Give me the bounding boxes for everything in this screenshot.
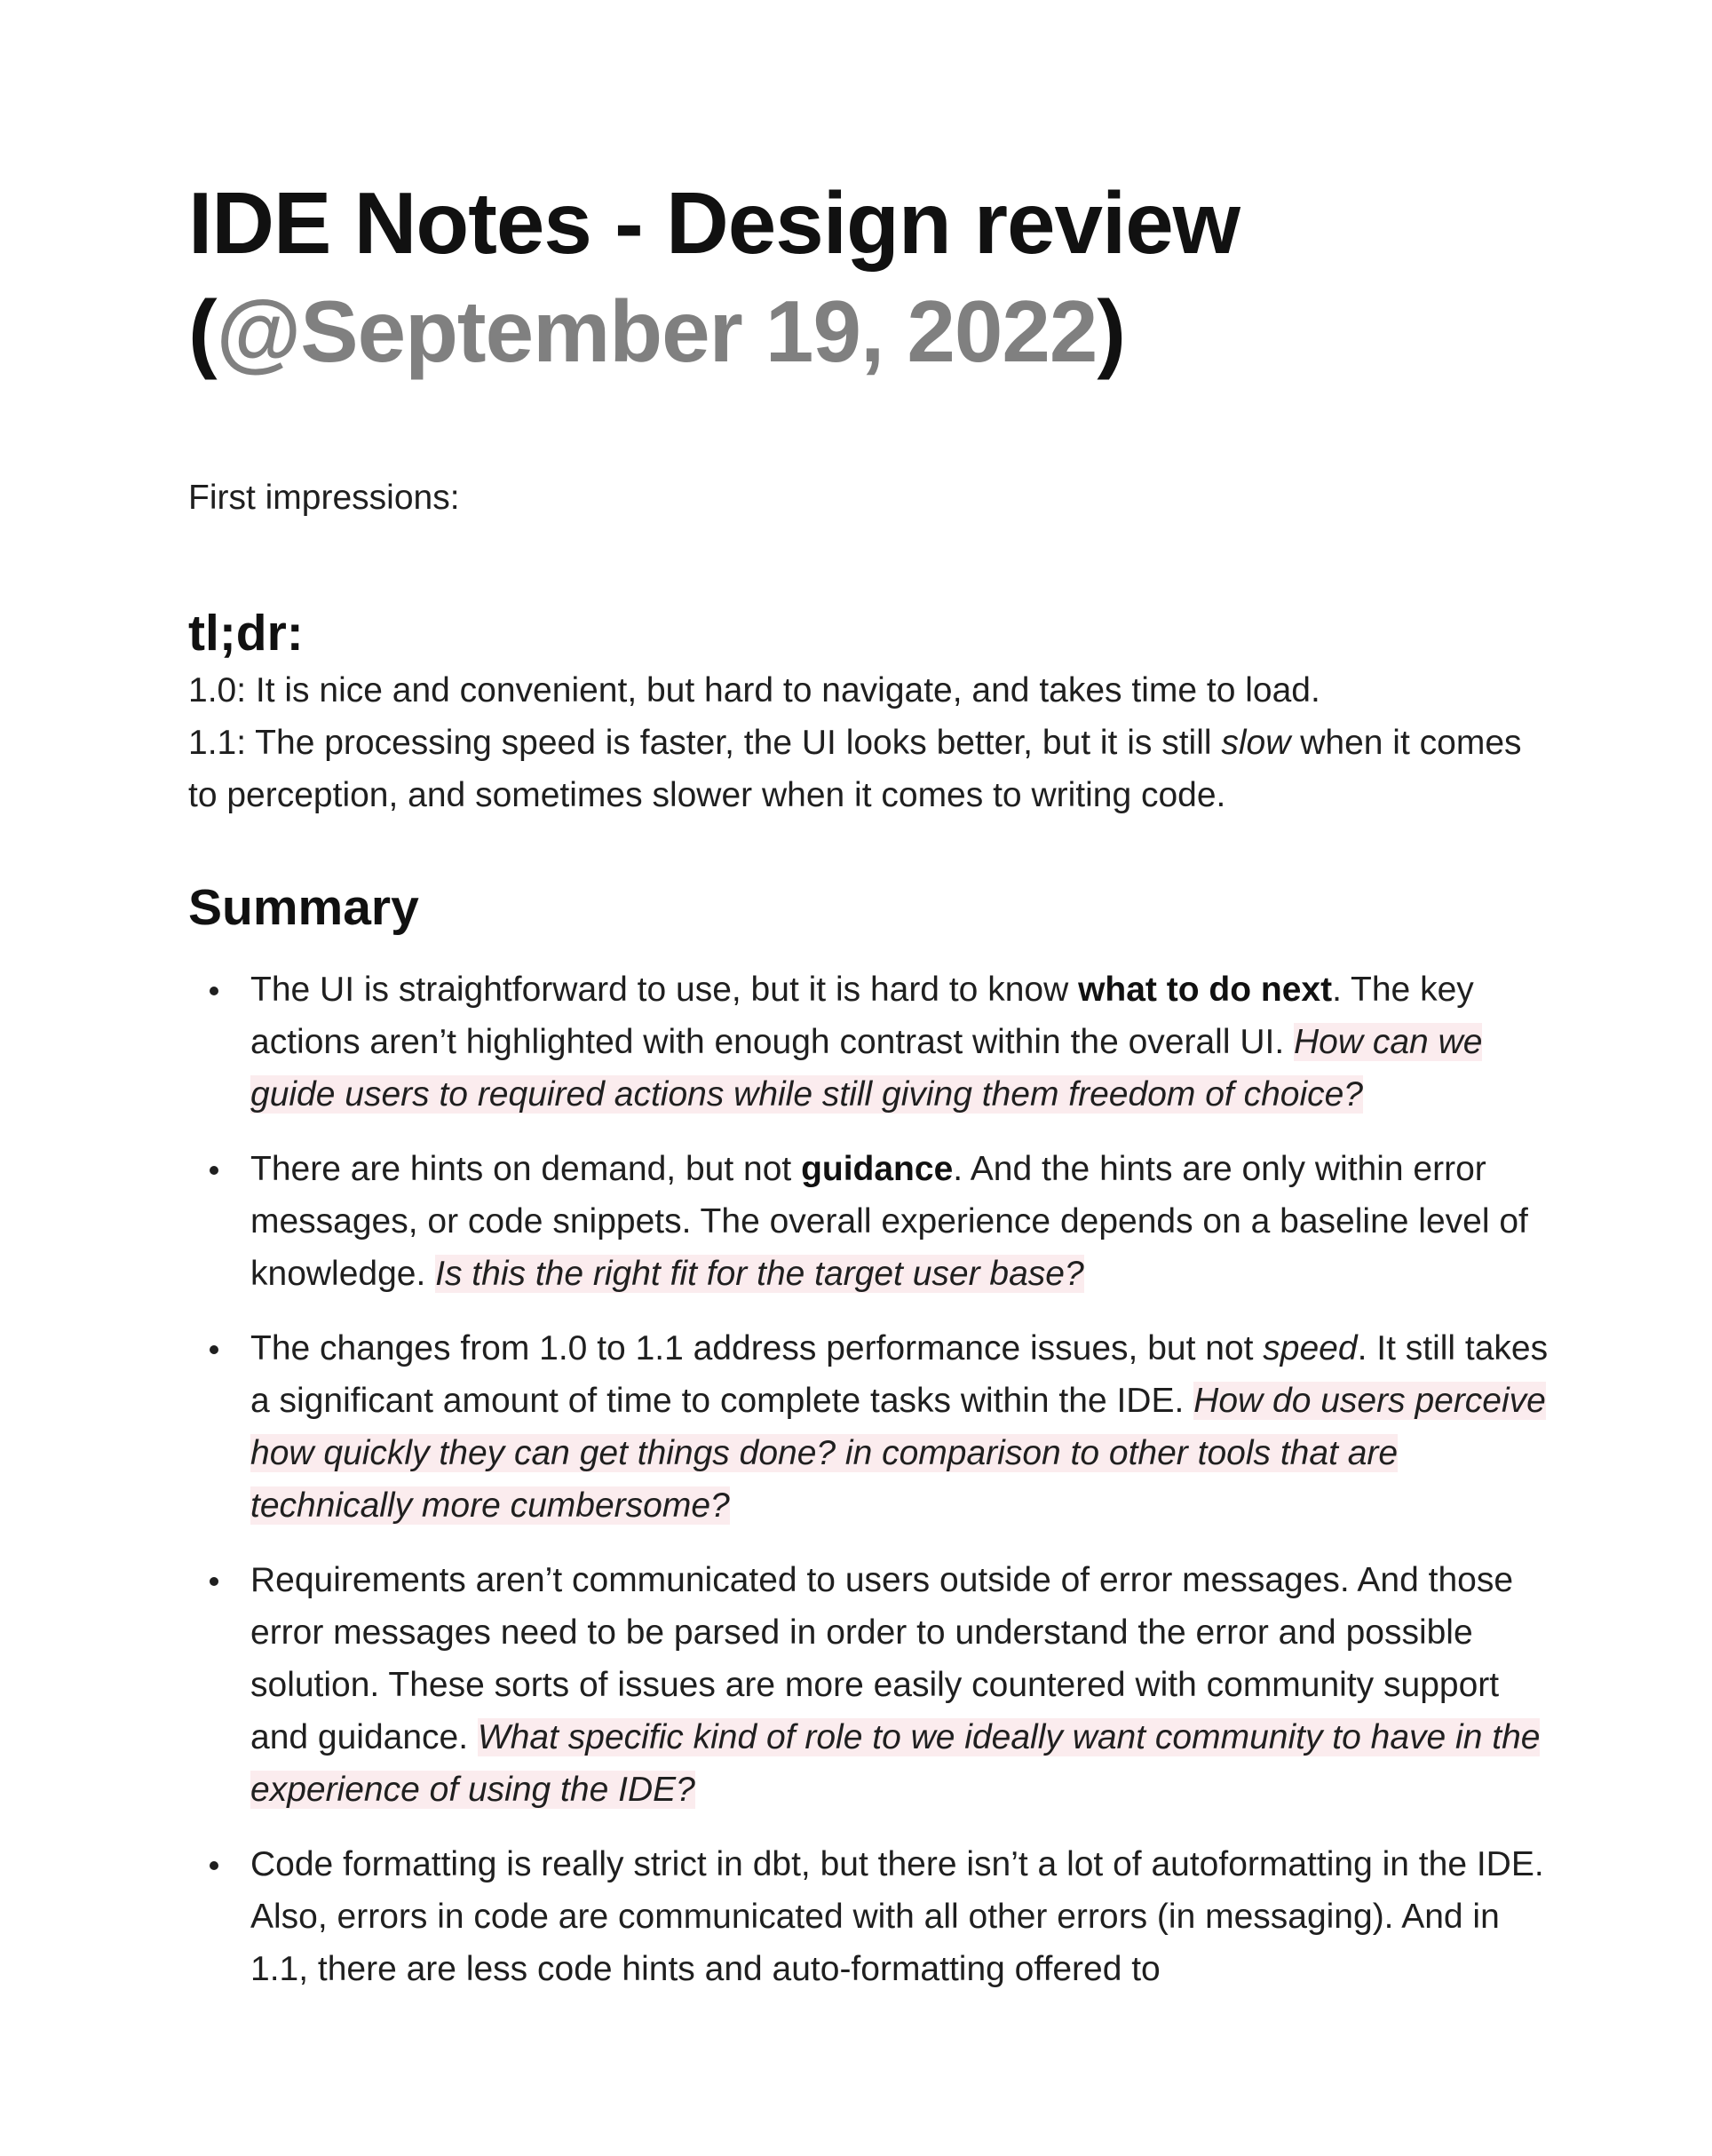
tldr-paragraph-1: 1.0: It is nice and convenient, but hard to navigate, and takes time to load. bbox=[188, 671, 1320, 709]
item-text: Code formatting is really strict in dbt, but there isn’t a lot of autoformatting in the IDE. Also, errors in code are communicated with all other errors (in messaging). And in 1.1, there are less code hints and auto-formatting offered to bbox=[250, 1845, 1544, 1988]
highlighted-question: How can we guide users to required actions while still giving them freedom of choice? bbox=[250, 1023, 1483, 1114]
tldr-paragraph-2 bbox=[188, 717, 1556, 821]
summary-list bbox=[188, 963, 1556, 1995]
item-text: . It still takes a significant amount of time to complete tasks within the IDE. bbox=[250, 1329, 1549, 1420]
title-open-paren: ( bbox=[188, 282, 217, 380]
tldr-heading: tl;dr: bbox=[188, 605, 304, 662]
item-text: . The key actions aren’t highlighted with enough contrast within the overall UI. bbox=[250, 971, 1474, 1061]
title-close-paren: ) bbox=[1097, 282, 1126, 380]
item-text: The changes from 1.0 to 1.1 address performance issues, but not bbox=[250, 1329, 1264, 1367]
intro-text: First impressions: bbox=[188, 479, 460, 517]
highlighted-question: What specific kind of role to we ideally want community to have in the experience of using the IDE? bbox=[250, 1718, 1541, 1809]
date-mention[interactable]: @September 19, 2022 bbox=[216, 282, 1098, 380]
summary-heading: Summary bbox=[188, 879, 419, 936]
bullet-icon bbox=[210, 987, 218, 995]
item-text: The UI is straightforward to use, but it is hard to know bbox=[250, 971, 1079, 1009]
bullet-icon bbox=[210, 1861, 218, 1870]
bullet-icon bbox=[210, 1166, 218, 1175]
list-item bbox=[188, 1554, 1556, 1816]
highlighted-question: Is this the right fit for the target user base? bbox=[435, 1255, 1084, 1293]
item-text: There are hints on demand, but not bbox=[250, 1150, 802, 1188]
page-title bbox=[188, 169, 1556, 385]
list-item bbox=[188, 1838, 1556, 1995]
item-text: Requirements aren’t communicated to users outside of error messages. And those error messages need to be parsed in order to understand the error and possible solution. These sorts of issues are more easily countered with community support and guidance. bbox=[250, 1561, 1514, 1756]
document-page bbox=[188, 169, 1556, 2017]
tldr-p2-emphasis: slow bbox=[1221, 724, 1291, 762]
list-item bbox=[188, 963, 1556, 1121]
item-bold: guidance bbox=[801, 1150, 954, 1188]
tldr-p2-text-2: when it comes to perception, and sometimes slower when it comes to writing code. bbox=[188, 724, 1522, 814]
list-item bbox=[188, 1322, 1556, 1532]
bullet-icon bbox=[210, 1345, 218, 1354]
item-emphasis: speed bbox=[1263, 1329, 1358, 1367]
item-bold: what to do next bbox=[1078, 971, 1333, 1009]
title-text: IDE Notes - Design review bbox=[188, 174, 1240, 272]
item-text: . And the hints are only within error messages, or code snippets. The overall experience depends on a baseline level of knowledge. bbox=[250, 1150, 1528, 1293]
list-item bbox=[188, 1143, 1556, 1300]
bullet-icon bbox=[210, 1577, 218, 1586]
highlighted-question: How do users perceive how quickly they can get things done? in comparison to other tools that are technically more cumbersome? bbox=[250, 1382, 1546, 1525]
tldr-p2-text-1: 1.1: The processing speed is faster, the UI looks better, but it is still bbox=[188, 724, 1222, 762]
